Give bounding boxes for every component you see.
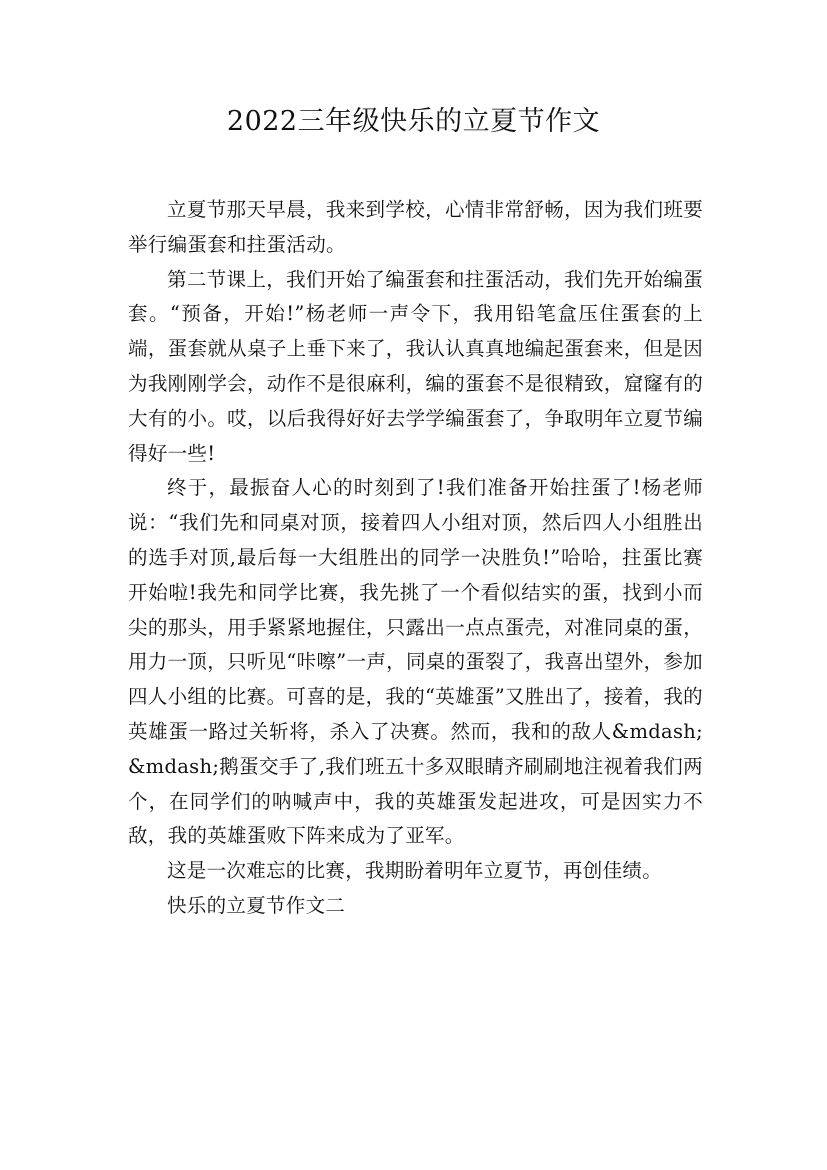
paragraph-1: 立夏节那天早晨，我来到学校，心情非常舒畅，因为我们班要举行编蛋套和拄蛋活动。: [128, 198, 703, 256]
paragraph-4: 这是一次难忘的比赛，我期盼着明年立夏节，再创佳绩。: [167, 859, 663, 883]
paragraph-3: 终于，最振奋人心的时刻到了!我们准备开始拄蛋了!杨老师说：“我们先和同桌对顶，接着四人小组对顶，然后四人小组胜出的选手对顶,最后每一大组胜出的同学一决胜负!”哈哈，拄蛋比赛开始啦!我先和同学比赛，我先挑了一个看似结实的蛋，找到小而尖的那头，用手紧紧地握住，只露出一点点蛋壳，对准同桌的蛋，用力一顶，只听见“咔嚓”一声，同桌的蛋裂了，我喜出望外，参加四人小组的比赛。可喜的是，我的“英雄蛋”又胜出了，接着，我的英雄蛋一路过关斩将，杀入了决赛。然而，我和的敌人&mdash;&mdash;鹅蛋交手了,我们班五十多双眼睛齐刷刷地注视着我们两个，在同学们的呐喊声中，我的英雄蛋发起进攻，可是因实力不敌，我的英雄蛋败下阵来成为了亚军。: [128, 476, 703, 848]
document-body: [128, 193, 703, 924]
section-heading-essay-two: 快乐的立夏节作文二: [167, 893, 346, 917]
paragraph-2: 第二节课上，我们开始了编蛋套和拄蛋活动，我们先开始编蛋套。“预备，开始!”杨老师一声令下，我用铅笔盒压住蛋套的上端，蛋套就从桌子上垂下来了，我认认真真地编起蛋套来，但是因为我刚刚学会，动作不是很麻利，编的蛋套不是很精致，窟窿有的大有的小。哎，以后我得好好去学学编蛋套了，争取明年立夏节编得好一些!: [128, 267, 703, 465]
document-title: 2022三年级快乐的立夏节作文: [226, 106, 601, 137]
